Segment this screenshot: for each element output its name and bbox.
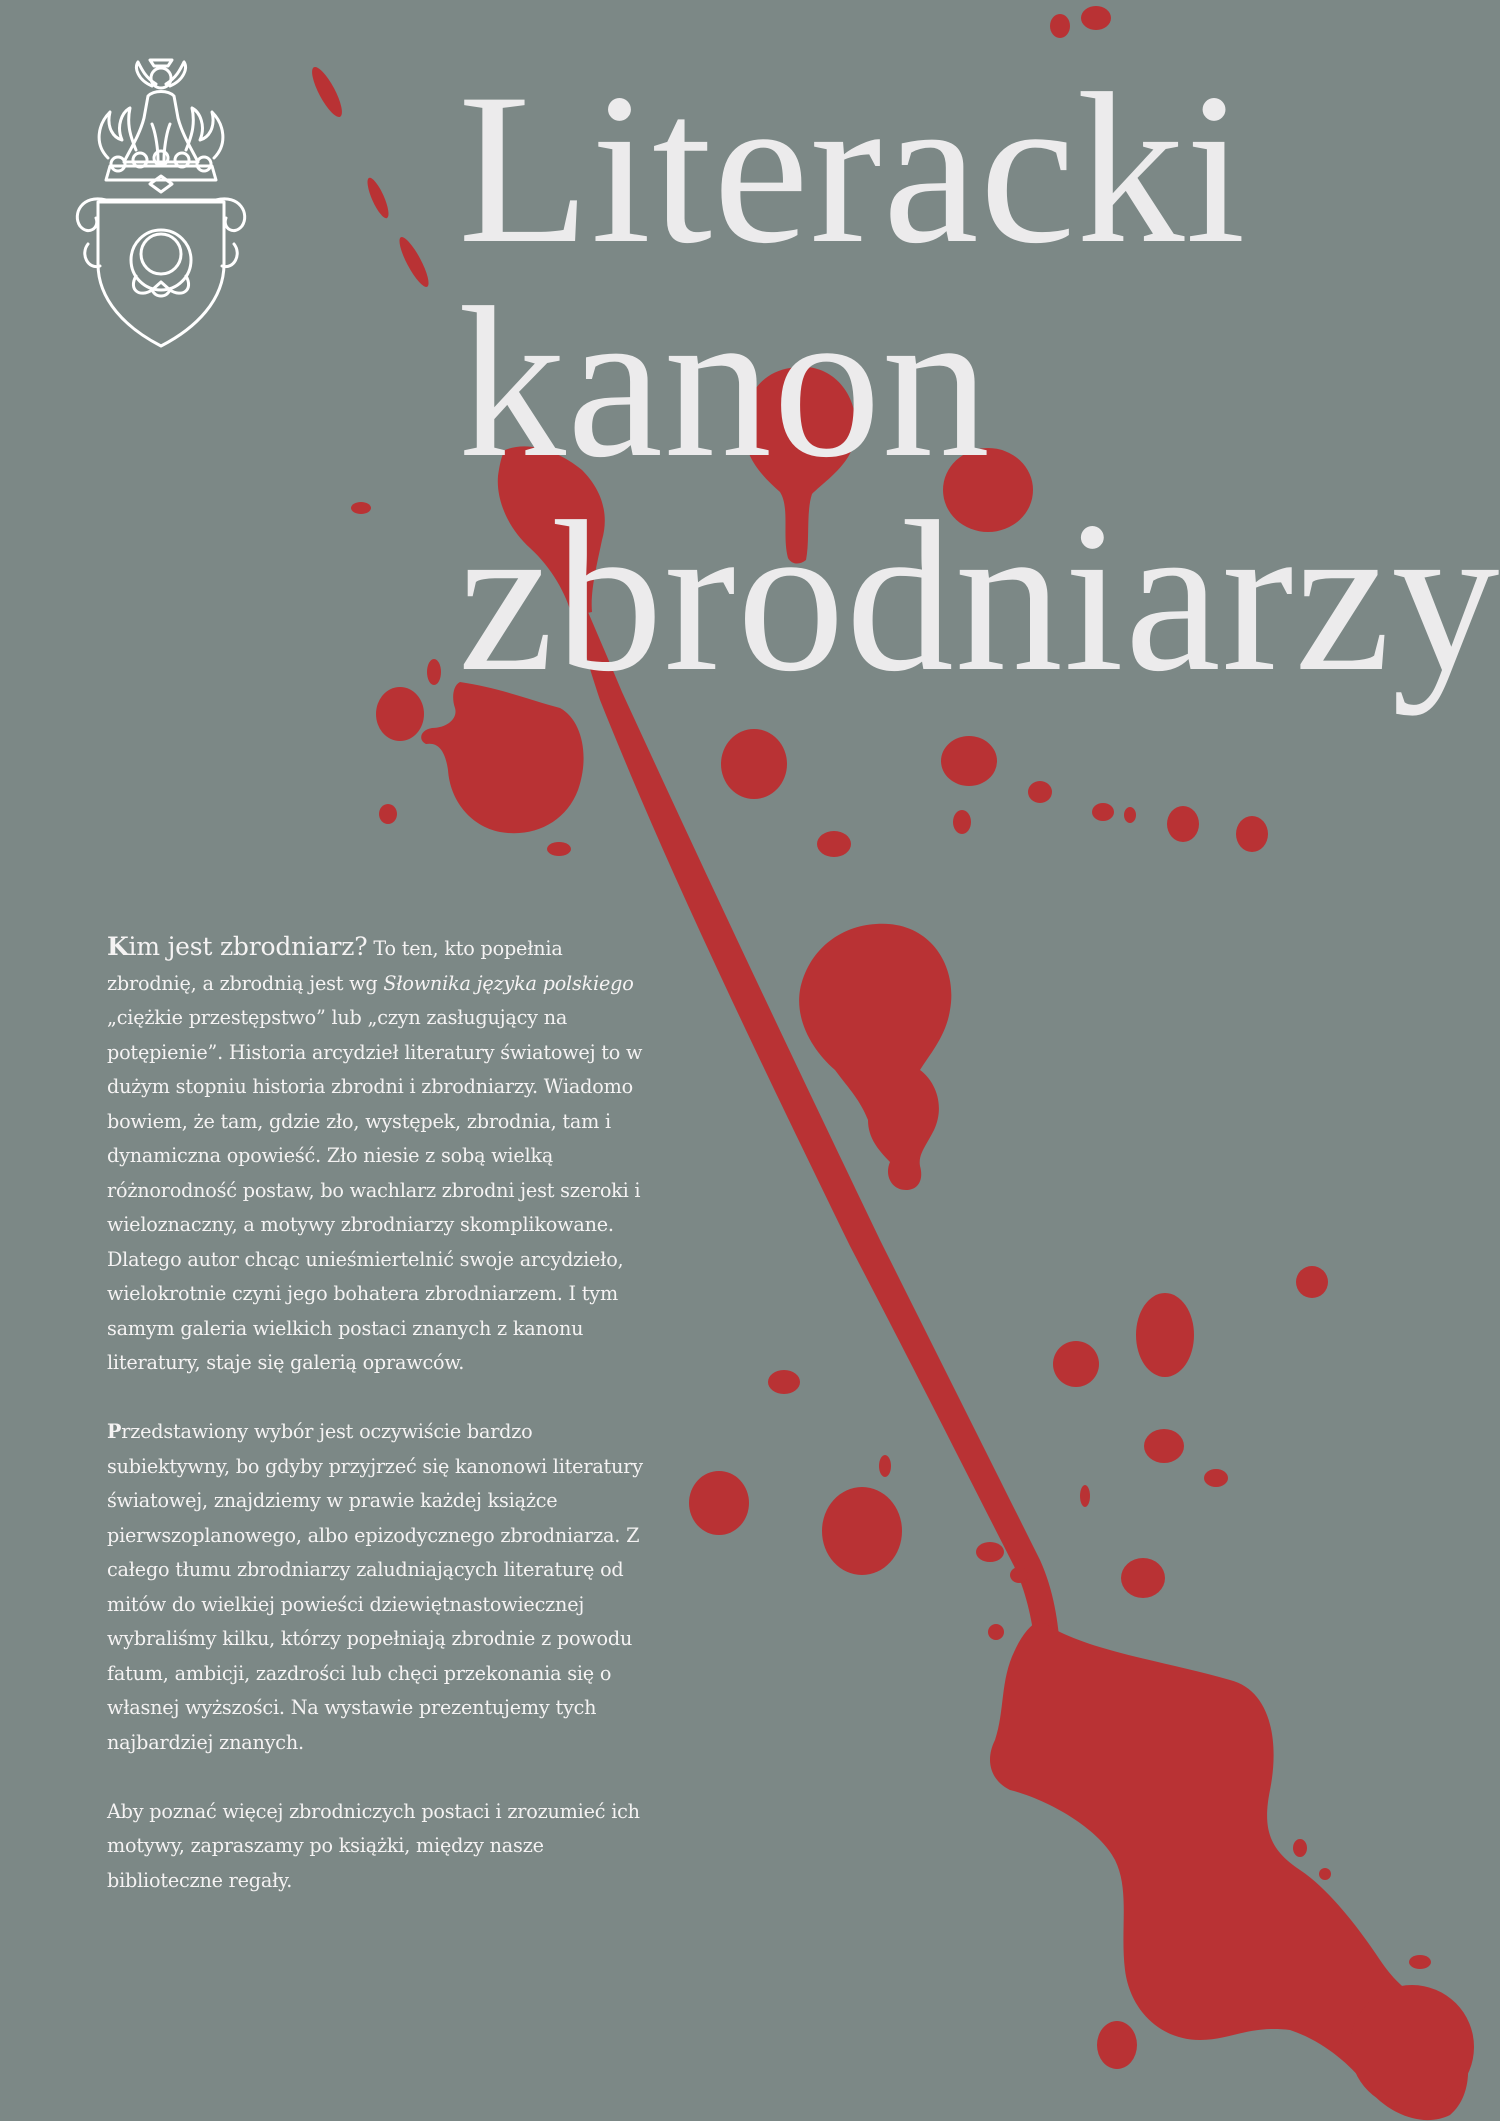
title-line-1: Literacki: [458, 49, 1247, 288]
coat-of-arms-crest-icon: [66, 54, 256, 350]
title-line-3: zbrodniarzy: [458, 477, 1500, 716]
dictionary-title: Słownika języka polskiego: [383, 971, 634, 995]
title-line-2: kanon: [458, 263, 991, 502]
lead-question: im jest zbrodniarz?: [128, 932, 368, 961]
paragraph-invitation: [107, 1795, 647, 1899]
paragraph-text: „ciężkie przestępstwo” lub „czyn zasługujący na potępienie”. Historia arcydzieł literatury światowej to w dużym stopniu historia zbrodni i zbrodniarzy. Wiadomo bowiem, że tam, gdzie zło, występek, zbrodnia, tam i dynamiczna opowieść. Zło niesie z sobą wielką różnorodność postaw, bo wachlarz zbrodni jest szeroki i wieloznaczny, a motywy zbrodniarzy skomplikowane. Dlatego autor chcąc unieśmiertelnić swoje arcydzieło, wielokrotnie czyni jego bohatera zbrodniarzem. I tym samym galeria wielkich postaci znanych z kanonu literatury, staje się galerią oprawców.: [107, 1006, 643, 1374]
paragraph-intro: [107, 930, 647, 1381]
body-text: [107, 930, 647, 1933]
dropcap: K: [107, 932, 129, 961]
paragraph-lead: [107, 932, 367, 961]
dropcap: P: [107, 1420, 122, 1443]
paragraph-selection: [107, 1415, 647, 1760]
poster-title: [458, 49, 1500, 716]
paragraph-text: rzedstawiony wybór jest oczywiście bardzo subiektywny, bo gdyby przyjrzeć się kanonowi literatury światowej, znajdziemy w prawie każdej książce pierwszoplanowego, albo epizodycznego zbrodniarza. Z całego tłumu zbrodniarzy zaludniających literaturę od mitów do wielkiej powieści dziewiętnastowiecznej wybraliśmy kilku, którzy popełniają zbrodnie z powodu fatum, ambicji, zazdrości lub chęci przekonania się o własnej wyższości. Na wystawie prezentujemy tych najbardziej znanych.: [107, 1420, 643, 1754]
paragraph-text: Aby poznać więcej zbrodniczych postaci i zrozumieć ich motywy, zapraszamy po książki, między nasze biblioteczne regały.: [107, 1799, 640, 1892]
paragraph-text: To ten, kto popełnia zbrodnię, a zbrodnią jest wg: [107, 937, 563, 995]
